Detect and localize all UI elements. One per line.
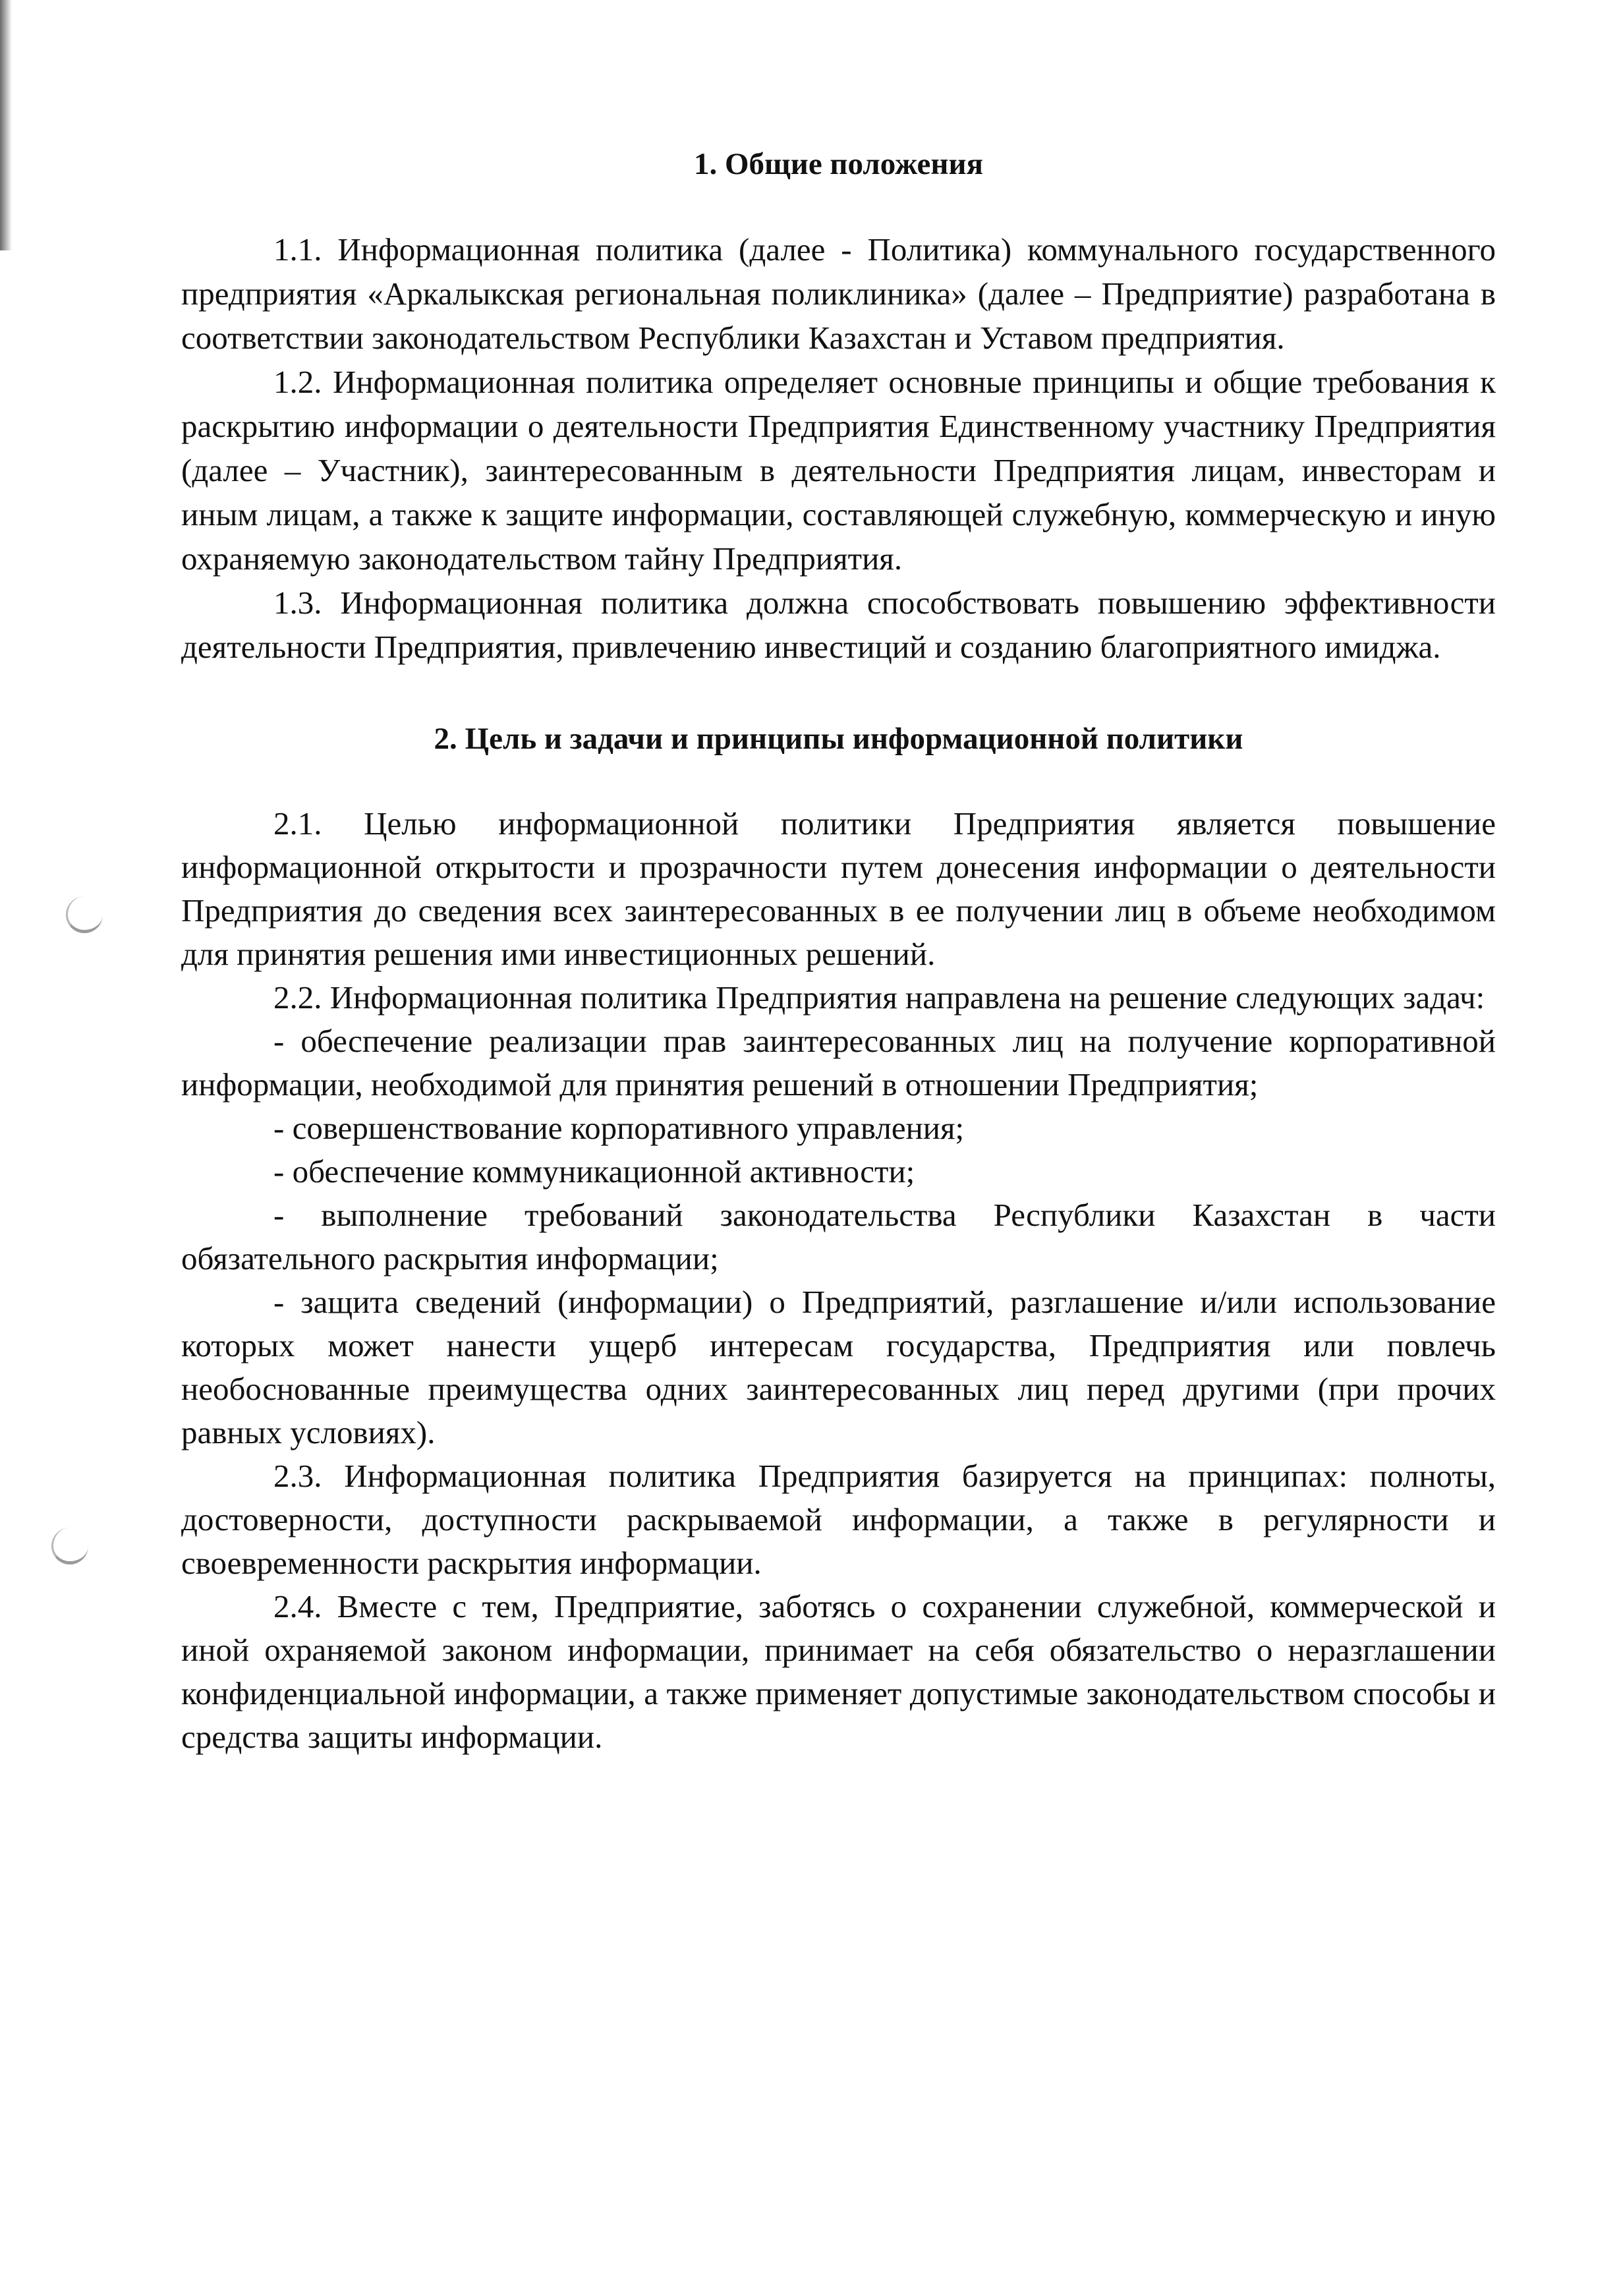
paragraph-2-3: 2.3. Информационная политика Предприятия базируется на принципах: полноты, достоверности, доступности раскрываемой информации, а также в регулярности и своевременности раскрытия информации. [181, 1458, 1496, 1581]
paragraph-2-2: 2.2. Информационная политика Предприятия направлена на решение следующих задач: [273, 979, 1485, 1016]
list-item-task: - совершенствование корпоративного управления; [273, 1110, 965, 1146]
list-item-task: - защита сведений (информации) о Предприятий, разглашение и/или использование которых может нанести ущерб интересам государства, Предприятия или повлечь необоснованные преимущества одних заинтересованных лиц перед другими (при прочих равных условиях). [181, 1284, 1496, 1450]
section-2-heading: 2. Цель и задачи и принципы информационной политики [434, 722, 1243, 756]
paragraph-1-1: 1.1. Информационная политика (далее - Политика) коммунального государственного предприятия «Аркалыкская региональная поликлиника» (далее – Предприятие) разработана в соответствии законодательством Республики Казахстан и Уставом предприятия. [181, 231, 1496, 356]
scan-edge-shadow [0, 0, 12, 250]
list-item-task: - обеспечение коммуникационной активности; [273, 1153, 915, 1190]
document-body [181, 142, 1496, 1759]
punch-hole-mark [51, 1528, 88, 1564]
section-1-heading: 1. Общие положения [694, 147, 983, 181]
punch-hole-mark [66, 896, 103, 933]
list-item-task: - обеспечение реализации прав заинтересованных лиц на получение корпоративной информации, необходимой для принятия решений в отношении Предприятия; [181, 1023, 1496, 1103]
paragraph-1-3: 1.3. Информационная политика должна способствовать повышению эффективности деятельности Предприятия, привлечению инвестиций и созданию благоприятного имиджа. [181, 585, 1496, 665]
paragraph-2-4: 2.4. Вместе с тем, Предприятие, заботясь о сохранении служебной, коммерческой и иной охраняемой законом информации, принимает на себя обязательство о неразглашении конфиденциальной информации, а также применяет допустимые законодательством способы и средства защиты информации. [181, 1588, 1496, 1755]
paragraph-1-2: 1.2. Информационная политика определяет основные принципы и общие требования к раскрытию информации о деятельности Предприятия Единственному участнику Предприятия (далее – Участник), заинтересованным в деятельности Предприятия лицам, инвесторам и иным лицам, а также к защите информации, составляющей служебную, коммерческую и иную охраняемую законодательством тайну Предприятия. [181, 364, 1496, 577]
list-item-task: - выполнение требований законодательства Республики Казахстан в части обязательного раскрытия информации; [181, 1197, 1496, 1277]
paragraph-2-1: 2.1. Целью информационной политики Предприятия является повышение информационной открытости и прозрачности путем донесения информации о деятельности Предприятия до сведения всех заинтересованных в ее получении лиц в объеме необходимом для принятия решения ими инвестиционных решений. [181, 805, 1496, 972]
